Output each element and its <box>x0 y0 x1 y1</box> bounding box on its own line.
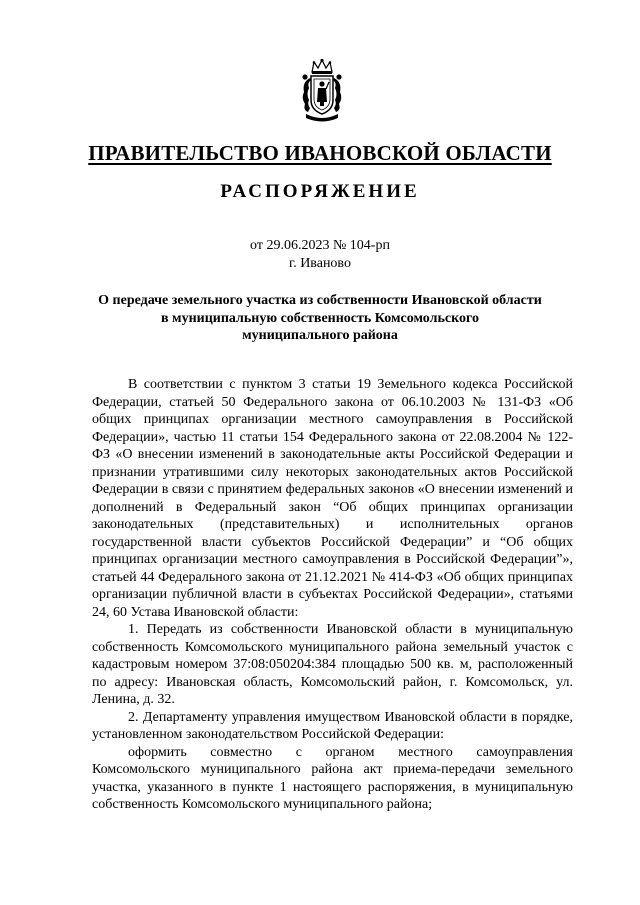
government-title: ПРАВИТЕЛЬСТВО ИВАНОВСКОЙ ОБЛАСТИ <box>88 141 552 165</box>
document-type: РАСПОРЯЖЕНИЕ <box>220 181 420 202</box>
document-date-number: от 29.06.2023 № 104-рп <box>250 238 390 253</box>
document-body <box>92 376 573 814</box>
ivanovo-coat-of-arms-icon <box>298 58 346 124</box>
paragraph-preamble: В соответствии с пунктом 3 статьи 19 Земельного кодекса Российской Федерации, статьей 50 Федерального закона от 06.10.2003 № 131-ФЗ «Об общих принципах организации местного самоуправления в Российской Федерации», частью 11 статьи 154 Федерального закона от 22.08.2004 № 122-ФЗ «О внесении изменений в законодательные акты Российской Федерации и признании утратившими силу некоторых законодательных актов Российской Федерации в связи с принятием федеральных законов «О внесении изменений и дополнений в Федеральный закон “Об общих принципах организации законодательных (представительных) и исполнительных органов государственной власти субъектов Российской Федерации” и “Об общих принципах организации местного самоуправления в Российской Федерации”», статьей 44 Федерального закона от 21.12.2021 № 414-ФЗ «Об общих принципах организации публичной власти в субъектах Российской Федерации», статьями 24, 60 Устава Ивановской области: <box>92 377 573 620</box>
paragraph-item-2: 2. Департаменту управления имуществом Ивановской области в порядке, установленном законодательством Российской Федерации: <box>92 709 573 742</box>
subject-line: в муниципальную собственность Комсомольского <box>161 310 479 326</box>
paragraph-subitem: оформить совместно с органом местного самоуправления Комсомольского муниципального района акт приема-передачи земельного участка, указанного в пункте 1 настоящего распоряжения, в муниципальную собственность Комсомольского муниципального района; <box>92 744 573 812</box>
document-subject <box>80 292 560 345</box>
subject-line: муниципального района <box>242 328 398 343</box>
document-city: г. Иваново <box>289 256 351 271</box>
subject-line: О передаче земельного участка из собственности Ивановской области <box>98 293 542 308</box>
paragraph-item-1: 1. Передать из собственности Ивановской области в муниципальную собственность Комсомольского муниципального района земельный участок с кадастровым номером 37:08:050204:384 площадью 500 кв. м, расположенный по адресу: Ивановская область, Комсомольский район, г. Комсомольск, ул. Ленина, д. 32. <box>92 622 573 707</box>
